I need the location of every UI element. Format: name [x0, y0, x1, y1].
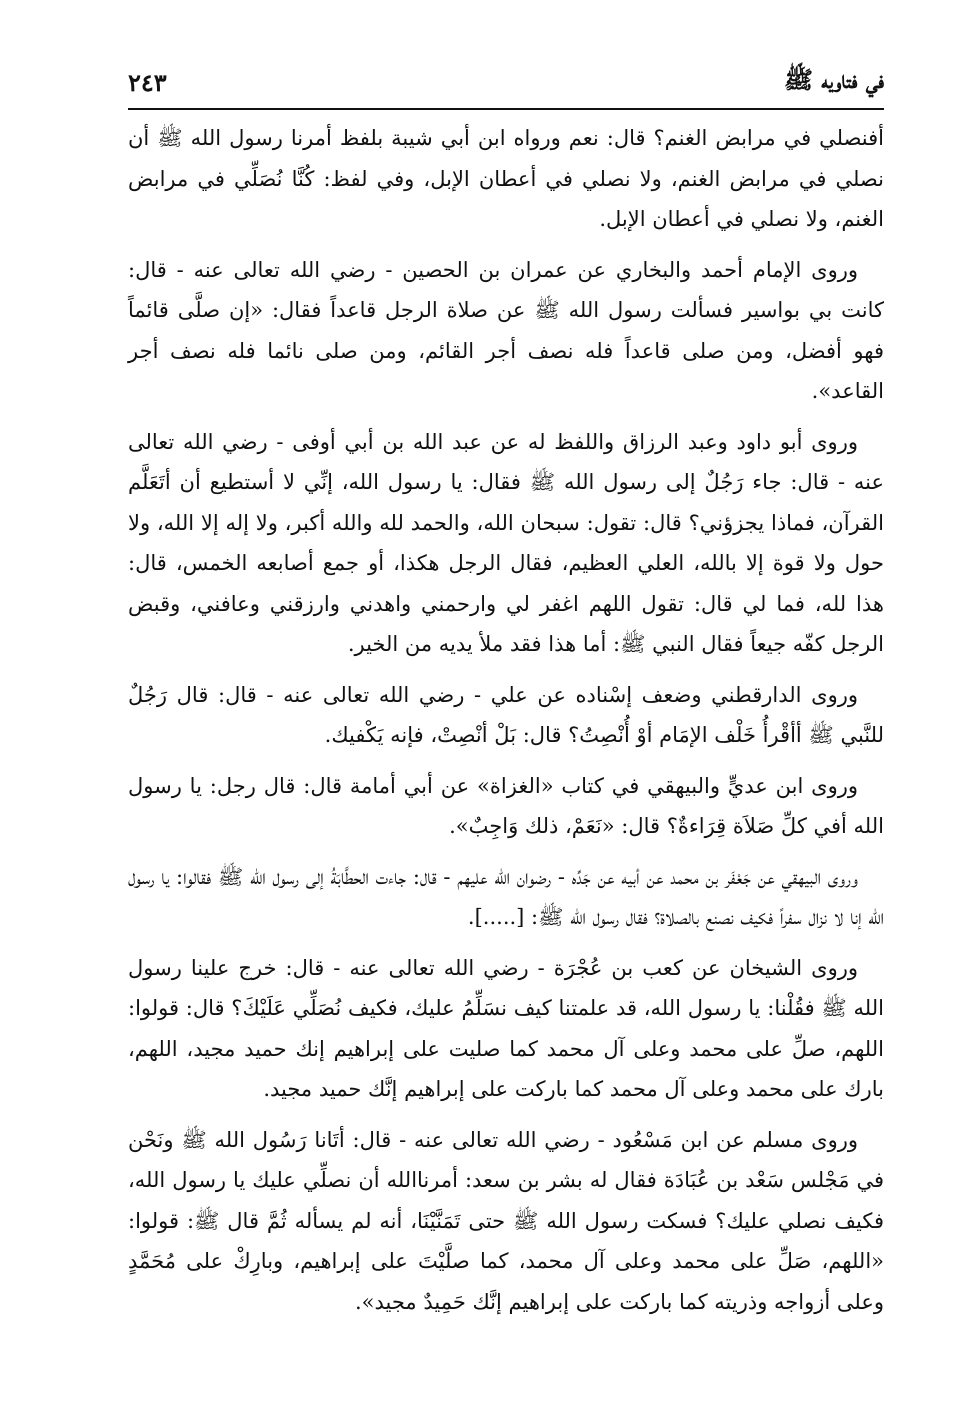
paragraph-6: وروى البيهقي عن جَعْفَر بن محمد عن أبيه عن جَدِّه - رضوان الله عليهم - قال: جاءت الحطَّابَةُ إلى رسول الله ﷺ فقالوا: يا رسول الله إنا لا نزال سفراً فكيف نصنع بالصلاة؟ فقال رسول الله ﷺ: [.....]. [128, 864, 884, 929]
paragraph-1: أفنصلي في مرابض الغنم؟ قال: نعم ورواه ابن أبي شيبة بلفظ أمرنا رسول الله ﷺ أن نصلي في مرابض الغنم، ولا نصلي في أعطان الإبل، وفي لفظ: كُنَّا نُصَلِّي في مرابض الغنم، ولا نصلي في أعطان الإبل. [128, 126, 884, 231]
paragraph-3: وروى أبو داود وعبد الرزاق واللفظ له عن عبد الله بن أبي أوفى - رضي الله تعالى عنه - قال: جاء رَجُلٌ إلى رسول الله ﷺ فقال: يا رسول الله، إنِّي لا أستطيع أن أتَعَلَّم القرآن، فماذا يجزؤني؟ قال: تقول: سبحان الله، والحمد لله والله أكبر، ولا إله إلا الله، ولا حول ولا قوة إلا بالله، العلي العظيم، فقال الرجل هكذا، أو جمع أصابعه الخمس، قال: هذا لله، فما لي قال: تقول اللهم اغفر لي وارحمني واهدني وارزقني وعافني، وقبض الرجل كفّه جيعاً فقال النبي ﷺ: أما هذا فقد ملأ يديه من الخير. [128, 429, 884, 656]
header-title: في فتاويه ﷺ [784, 64, 884, 94]
paragraph-5: وروى ابن عديٍّ والبيهقي في كتاب «الغزاة» عن أبي أمامة قال: قال رجل: يا رسول الله أفي كلِّ صَلاَة قِرَاءةٌ؟ قال: «نَعَمْ، ذلك وَاجِبٌ». [128, 773, 884, 838]
paragraph-8: وروى مسلم عن ابن مَسْعُود - رضي الله تعالى عنه - قال: أتَانا رَسُول الله ﷺ ونَحْن في مَجْلس سَعْد بن عُبَادَة فقال له بشر بن سعد: أمرناالله أن نصلِّي عليك يا رسول الله، فكيف نصلي عليك؟ فسكت رسول الله ﷺ حتى تَمَنَّيْنَا، أنه لم يسأله ثُمَّ قال ﷺ: قولوا: «اللهم، صَلِّ على محمد وعلى آل محمد، كما صلَّيْتَ على إبراهيم، وبارِكْ على مُحَمَّدٍ وعلى أزواجه وذريته كما باركت على إبراهيم إنَّك حَمِيدٌ مجيد». [128, 1127, 884, 1314]
page-number: ٢٤٣ [128, 67, 167, 97]
paragraph-2: وروى الإمام أحمد والبخاري عن عمران بن الحصين - رضي الله تعالى عنه - قال: كانت بي بواسير فسألت رسول الله ﷺ عن صلاة الرجل قاعداً فقال: «إن صلَّى قائماً فهو أفضل، ومن صلى قاعداً فله نصف أجر القائم، ومن صلى نائما فله نصف أجر القاعد». [128, 257, 884, 403]
running-header [128, 62, 884, 102]
header-divider [128, 108, 884, 110]
page-body [128, 118, 884, 1358]
paragraph-7: وروى الشيخان عن كعب بن عُجْرَة - رضي الله تعالى عنه - قال: خرج علينا رسول الله ﷺ فقُلْنا: يا رسول الله، قد علمتنا كيف نسَلِّمُ عليك، فكيف نُصَلِّي عَلَيْكَ؟ قال: قولوا: اللهم، صلِّ على محمد وعلى آل محمد كما صليت على إبراهيم إنك حميد مجيد، اللهم، بارك على محمد وعلى آل محمد كما باركت على إبراهيم إنَّك حميد مجيد. [128, 955, 884, 1101]
paragraph-4: وروى الدارقطني وضعف إسْناده عن علي - رضي الله تعالى عنه - قال: قال رَجُلٌ للنَّبي ﷺ أأقْرأُ خَلْف الإمَام أوْ أُنْصِتُ؟ قال: بَلْ أنْصِتْ، فإنه يَكْفيك. [128, 682, 884, 747]
